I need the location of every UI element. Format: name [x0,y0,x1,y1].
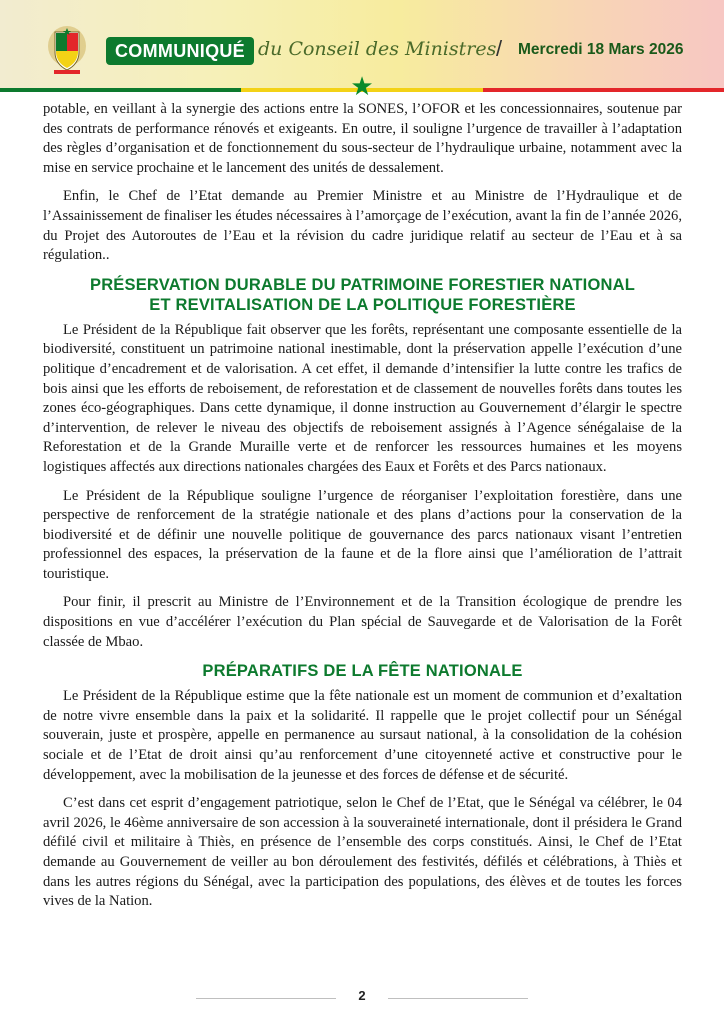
header-separator: / [496,36,503,61]
document-body [43,100,682,921]
footer-divider [196,998,336,999]
green-star-icon: ★ [350,72,374,102]
heading-line: ET REVITALISATION DE LA POLITIQUE FORESTIÈRE [149,295,576,314]
communique-badge: COMMUNIQUÉ [106,37,254,65]
heading-line: PRÉSERVATION DURABLE DU PATRIMOINE FORESTIER NATIONAL [89,275,636,294]
paragraph: Enfin, le Chef de l’Etat demande au Premier Ministre et au Ministre de l’Hydraulique et de l’Assainissement de finaliser les études nécessaires à l’amorçage de l’exécution, avant la fin de l’année 2026, du Projet des Autoroutes de l’Eau et la révision du cadre juridique relatif au secteur de l’Eau et à sa régulation.. [43,188,682,264]
footer-divider [388,998,528,999]
paragraph: C’est dans cet esprit d’engagement patriotique, selon le Chef de l’Etat, que le Sénégal va célébrer, le 04 avril 2026, le 46ème anniversaire de son accession à la souveraineté internationale, dont il présidera le Grand défilé civil et militaire à Thiès, en présence de l’ensemble des corps constitués. Ainsi, le Chef de l’Etat demande au Gouvernement de veiller au bon déroulement des festivités, défilés et célébrations, à Thiès et dans les autres régions du Sénégal, avec la participation des populations, des élèves et de toutes les forces vives de la Nation. [43,795,682,910]
paragraph: Le Président de la République souligne l’urgence de réorganiser l’exploitation forestière, dans une perspective de renforcement de la stratégie nationale et des plans d’actions pour la conservation de la biodiversité et de définir une nouvelle politique de gouvernance des parcs nationaux visant l’entretien professionnel des espaces, la préservation de la faune et de la flore ainsi que l’amélioration de l’attrait touristique. [43,487,682,582]
page-footer [0,988,724,1010]
section-heading-forest [43,275,682,315]
senegal-coat-of-arms-icon [46,24,88,76]
paragraph: potable, en veillant à la synergie des actions entre la SONES, l’OFOR et les concessionnaires, soutenue par des contrats de performance rénovés et exigeants. En outre, il souligne l’urgence de travailler à l’adaptation des règles d’organisation et de fonctionnement du sous-secteur de l’hydraulique urbaine, notamment avec la mise en service prochaine et le lancement des unités de dessalement. [43,101,682,176]
header-date: Mercredi 18 Mars 2026 [518,41,684,58]
page-number: 2 [358,988,366,1003]
paragraph: Le Président de la République estime que la fête nationale est un moment de communion et d’exaltation de notre vivre ensemble dans la paix et la solidarité. Il rappelle que le projet collectif pour un Sénégal souverain, juste et prospère, appelle en permanence au sursaut national, à la consolidation de la cohésion sociale et de l’Etat de droit ainsi qu’au renforcement d’une citoyenneté active et constructive pour le développement, avec la mobilisation de la jeunesse et des forces de défense et de sécurité. [43,688,682,783]
header-subtitle: du Conseil des Ministres [258,38,497,60]
paragraph: Pour finir, il prescrit au Ministre de l’Environnement et de la Transition écologique de prendre les dispositions en vue d’accélérer l’exécution du Plan spécial de Sauvegarde et de Valorisation de la Forêt classée de Mbao. [43,594,682,650]
paragraph: Le Président de la République fait observer que les forêts, représentant une composante essentielle de la biodiversité, constituent un patrimoine national inestimable, dont la préservation appelle l’exécution d’une politique d’encadrement et de valorisation. A cet effet, il demande d’intensifier la lutte contre les trafics de bois ainsi que les efforts de reboisement, de reforestation et de classement de nouvelles forêts dans toutes les zones éco-géographiques. Dans cette dynamique, il donne instruction au Gouvernement d’élargir le spectre d’intervention, de relever le niveau des objectifs de reboisement assignés à l’Agence sénégalaise de la Reforestation et de la Grande Muraille verte et de renforcer les ressources humaines et les moyens logistiques affectés aux directions nationales chargées des Eaux et Forêts et des Parcs nationaux. [43,321,682,475]
section-heading-fete-nationale: PRÉPARATIFS DE LA FÊTE NATIONALE [202,662,523,681]
